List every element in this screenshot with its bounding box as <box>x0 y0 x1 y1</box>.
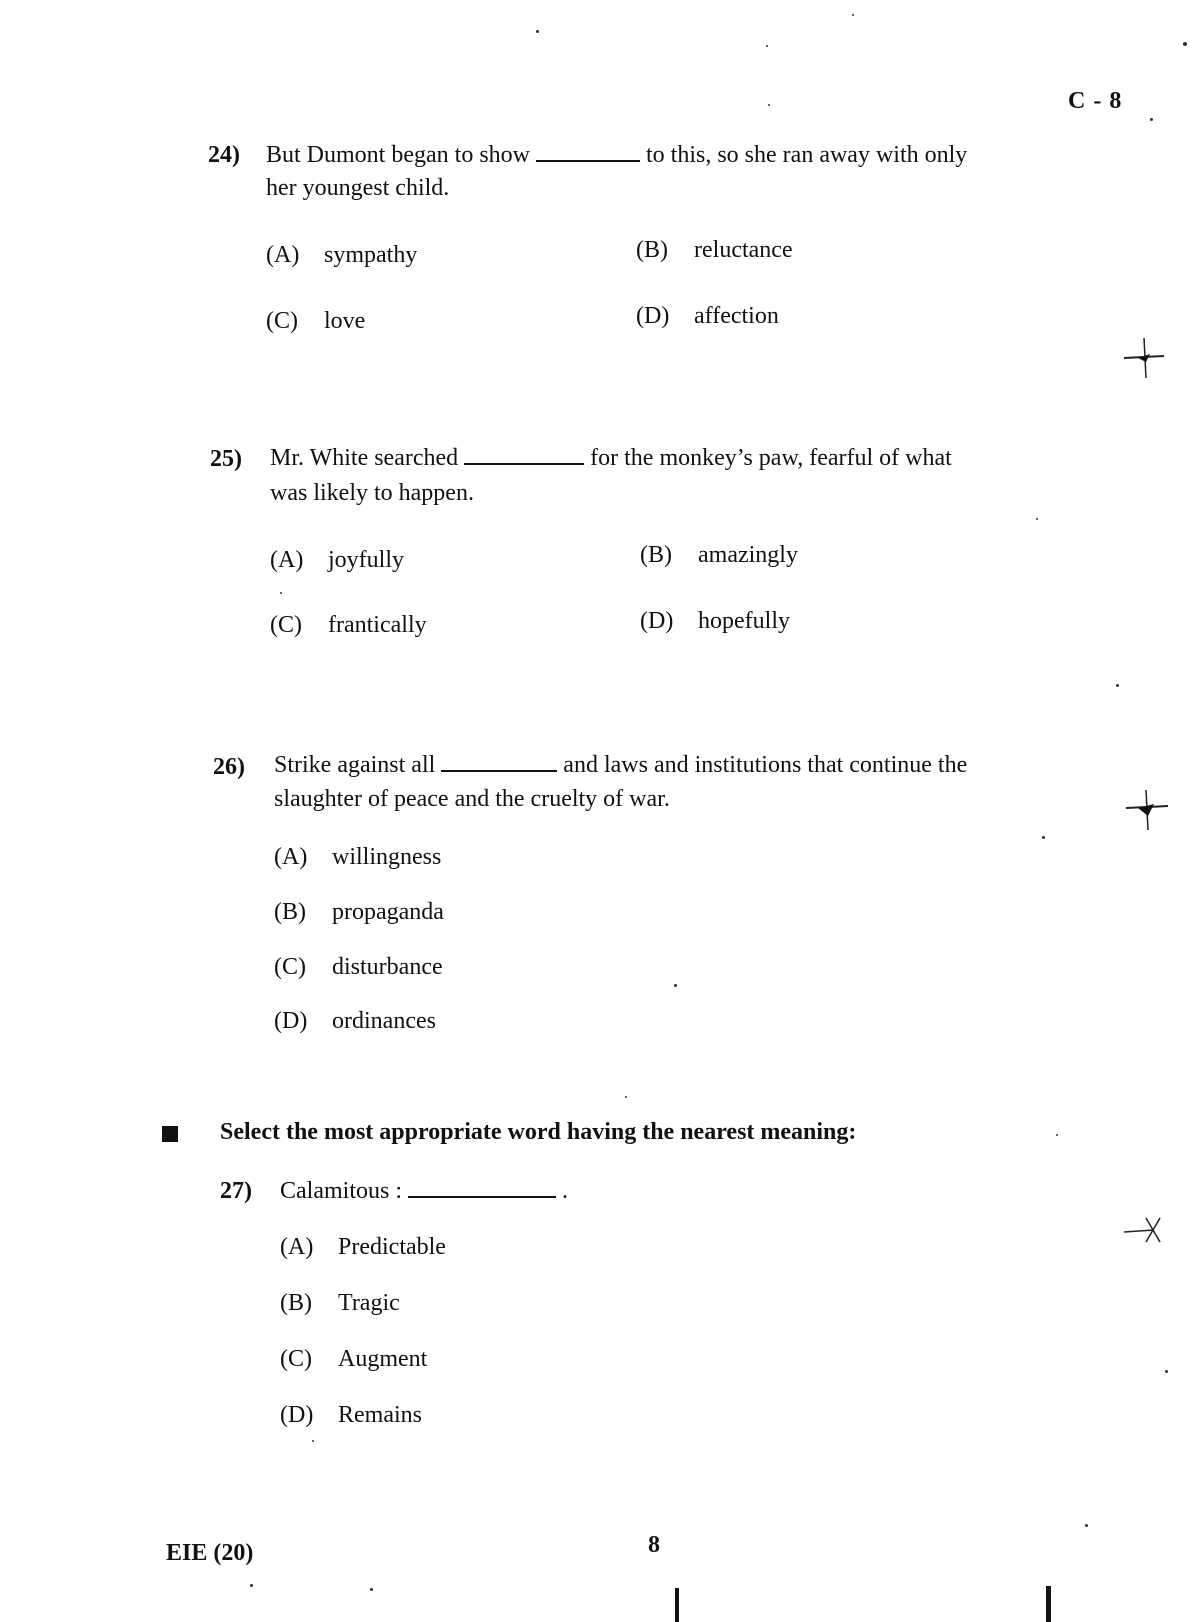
option-text: love <box>324 308 366 334</box>
question-text-after-blank: and laws and institutions that continue the <box>563 752 968 778</box>
option-text: affection <box>694 303 779 329</box>
option-c <box>270 610 427 640</box>
question-text-before-blank: But Dumont began to show <box>266 142 530 168</box>
option-letter: (A) <box>270 547 304 573</box>
page-code: C - 8 <box>1068 88 1123 114</box>
option-text: hopefully <box>698 608 790 634</box>
option-text: frantically <box>328 612 427 638</box>
option-a <box>280 1232 446 1262</box>
scan-speck <box>370 1588 373 1591</box>
option-text: Predictable <box>338 1234 446 1260</box>
option-a <box>274 842 441 872</box>
option-text: sympathy <box>324 242 418 268</box>
option-text: reluctance <box>694 237 793 263</box>
question-text-before-blank: Strike against all <box>274 752 436 778</box>
question-text-line2: slaughter of peace and the cruelty of war. <box>274 786 670 812</box>
scan-speck <box>1042 836 1045 839</box>
option-b <box>280 1288 400 1318</box>
option-letter: (A) <box>274 844 308 870</box>
footer-page-number: 8 <box>648 1532 660 1558</box>
option-d <box>280 1400 422 1430</box>
option-c <box>280 1344 427 1374</box>
option-letter: (C) <box>270 612 302 638</box>
scan-speck <box>1165 1370 1168 1373</box>
option-text: ordinances <box>332 1008 436 1034</box>
scan-speck <box>1085 1524 1088 1527</box>
option-text: Remains <box>338 1402 422 1428</box>
option-text: Tragic <box>338 1290 400 1316</box>
question-number: 27) <box>220 1178 252 1204</box>
option-text: Augment <box>338 1346 428 1372</box>
option-letter: (A) <box>266 242 300 268</box>
scan-speck <box>768 104 770 106</box>
option-text: amazingly <box>698 542 798 568</box>
scan-speck <box>1056 1134 1058 1136</box>
scan-speck <box>1116 684 1119 687</box>
option-letter: (D) <box>274 1008 308 1034</box>
question-text-line2: her youngest child. <box>266 175 450 201</box>
option-b <box>640 540 798 570</box>
question-text-line2: was likely to happen. <box>270 480 474 506</box>
question-prompt: Calamitous : <box>280 1178 402 1204</box>
scan-speck <box>280 592 282 594</box>
option-letter: (D) <box>636 303 670 329</box>
option-b <box>636 235 793 265</box>
option-text: propaganda <box>332 899 444 925</box>
scan-speck <box>250 1584 253 1587</box>
option-text: willingness <box>332 844 442 870</box>
option-c <box>274 952 443 982</box>
question-end-punctuation: . <box>562 1178 568 1204</box>
option-letter: (B) <box>640 542 672 568</box>
answer-blank <box>536 140 640 162</box>
option-letter: (C) <box>266 308 298 334</box>
option-letter: (B) <box>636 237 668 263</box>
option-a <box>270 545 404 575</box>
option-a <box>266 240 417 270</box>
option-b <box>274 897 444 927</box>
bullet-square-icon <box>162 1126 178 1142</box>
question-text-line1 <box>266 140 967 170</box>
option-letter: (C) <box>274 954 306 980</box>
question-number: 24) <box>208 142 240 168</box>
scan-speck <box>852 14 854 16</box>
answer-blank <box>464 443 584 465</box>
footer-exam-code: EIE (20) <box>166 1540 254 1566</box>
scan-speck <box>625 1096 627 1098</box>
question-text-line1 <box>280 1176 568 1206</box>
registration-mark-icon <box>1120 332 1168 382</box>
option-letter: (A) <box>280 1234 314 1260</box>
option-letter: (B) <box>274 899 306 925</box>
option-letter: (B) <box>280 1290 312 1316</box>
scan-speck <box>1036 518 1038 520</box>
question-text-after-blank: for the monkey’s paw, fearful of what <box>590 445 952 471</box>
option-d <box>636 301 779 331</box>
question-text-line1 <box>274 750 967 780</box>
registration-mark-icon <box>1120 1212 1166 1252</box>
answer-blank <box>441 750 557 772</box>
option-letter: (C) <box>280 1346 312 1372</box>
scan-speck <box>766 45 768 47</box>
question-text-after-blank: to this, so she ran away with only <box>646 142 968 168</box>
scan-speck <box>1150 118 1153 121</box>
scan-speck <box>312 1440 314 1442</box>
option-text: disturbance <box>332 954 443 980</box>
option-letter: (D) <box>640 608 674 634</box>
scan-mark <box>1046 1586 1051 1622</box>
scan-speck <box>536 30 539 33</box>
option-d <box>274 1006 436 1036</box>
question-text-line1 <box>270 443 952 473</box>
section-instruction: Select the most appropriate word having the nearest meaning: <box>220 1119 857 1145</box>
scan-mark <box>675 1588 679 1622</box>
question-number: 26) <box>213 754 245 780</box>
option-d <box>640 606 790 636</box>
scan-speck <box>674 984 677 987</box>
option-letter: (D) <box>280 1402 314 1428</box>
question-number: 25) <box>210 446 242 472</box>
scan-speck <box>1183 42 1187 46</box>
registration-mark-icon <box>1122 786 1170 832</box>
answer-blank <box>408 1176 556 1198</box>
option-text: joyfully <box>328 547 404 573</box>
option-c <box>266 306 365 336</box>
question-text-before-blank: Mr. White searched <box>270 445 459 471</box>
